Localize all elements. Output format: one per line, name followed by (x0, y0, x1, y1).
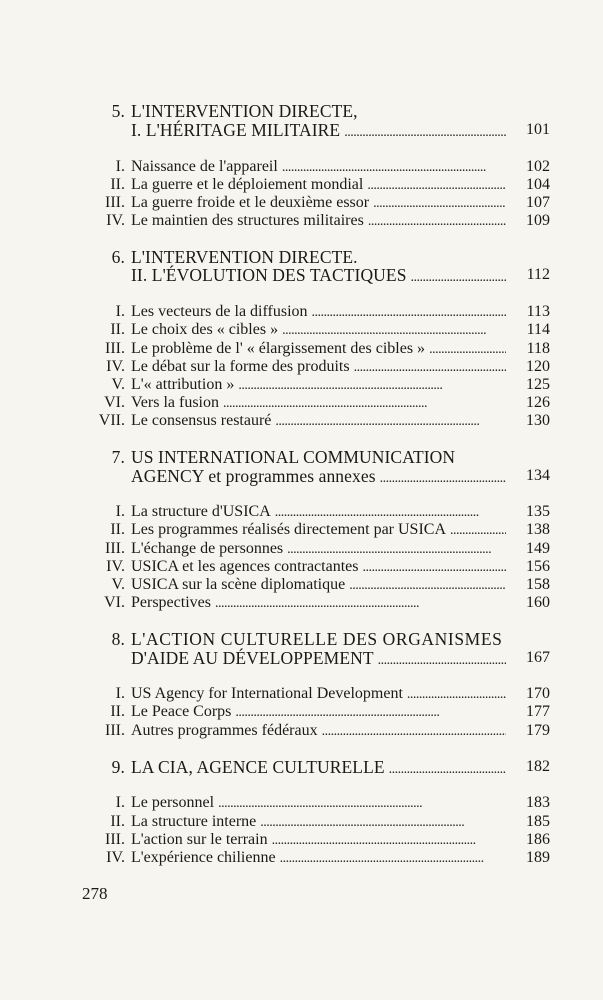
chapter-7-subheading (0, 466, 603, 486)
section-row (0, 302, 603, 322)
section-row (0, 520, 603, 540)
section-title: Le maintien des structures militaires . . . (131, 211, 506, 232)
section-row (0, 830, 603, 850)
section-page-number: 135 (526, 503, 550, 520)
section-number: III. (105, 194, 125, 211)
chapter-5-subheading (0, 120, 603, 140)
section-title: L'échange de personnes . . . (131, 539, 506, 560)
chapter-title-line2: I. L'HÉRITAGE MILITAIRE . . . (131, 120, 506, 143)
chapter-9-heading (0, 757, 603, 777)
chapter-title-line1: L'INTERVENTION DIRECTE. (131, 247, 358, 267)
section-number: II. (110, 321, 125, 338)
section-page-number: 185 (526, 813, 550, 830)
section-title: Autres programmes fédéraux . . . (131, 721, 506, 742)
section-page-number: 104 (526, 176, 550, 193)
section-number: II. (110, 521, 125, 538)
section-row (0, 320, 603, 340)
section-row (0, 339, 603, 359)
section-number: V. (111, 376, 125, 393)
section-title: Le consensus restauré . . . (131, 411, 506, 432)
section-page-number: 160 (526, 594, 550, 611)
chapter-number: 6. (111, 247, 125, 267)
section-title: Naissance de l'appareil . . . (131, 157, 506, 178)
section-title: L'expérience chilienne . . . (131, 848, 506, 869)
section-row (0, 393, 603, 413)
section-title: Les programmes réalisés directement par USICA . . . (131, 520, 506, 541)
section-row (0, 357, 603, 377)
section-number: II. (110, 813, 125, 830)
section-page-number: 114 (526, 321, 550, 338)
section-row (0, 375, 603, 395)
section-page-number: 102 (526, 158, 550, 175)
section-title: La structure interne . . . (131, 812, 506, 833)
section-number: IV. (106, 358, 125, 375)
chapter-title-line1: L'INTERVENTION DIRECTE, (131, 101, 358, 121)
chapter-number: 9. (111, 757, 125, 777)
chapter-8-heading (0, 629, 603, 649)
section-number: I. (115, 685, 125, 702)
section-row (0, 575, 603, 595)
chapter-title-line1: LA CIA, AGENCE CULTURELLE . . . (131, 757, 506, 780)
section-page-number: 183 (526, 794, 550, 811)
section-row (0, 175, 603, 195)
chapter-title-line1: L'ACTION CULTURELLE DES ORGANISMES (131, 629, 503, 649)
section-page-number: 109 (526, 212, 550, 229)
section-number: VII. (98, 412, 125, 429)
section-title: Perspectives . . . (131, 593, 506, 614)
chapter-page-number: 112 (526, 266, 550, 283)
section-title: Le débat sur la forme des produits . . . (131, 357, 506, 378)
section-number: III. (105, 722, 125, 739)
chapter-title-line2: II. L'ÉVOLUTION DES TACTIQUES . . . (131, 265, 506, 288)
section-page-number: 170 (526, 685, 550, 702)
section-number: I. (115, 794, 125, 811)
section-page-number: 179 (526, 722, 550, 739)
section-page-number: 158 (526, 576, 550, 593)
section-row (0, 557, 603, 577)
section-number: I. (115, 303, 125, 320)
chapter-5-heading (0, 101, 603, 121)
chapter-number: 5. (111, 101, 125, 121)
section-row (0, 411, 603, 431)
section-number: II. (110, 703, 125, 720)
section-title: USICA et les agences contractantes . . . (131, 557, 506, 578)
section-row (0, 502, 603, 522)
section-row (0, 721, 603, 741)
section-number: IV. (106, 212, 125, 229)
section-number: III. (105, 340, 125, 357)
section-title: La guerre froide et le deuxième essor . . . (131, 193, 506, 214)
section-page-number: 189 (526, 849, 550, 866)
chapter-6-heading (0, 247, 603, 267)
chapter-page-number: 167 (526, 649, 550, 666)
section-row (0, 684, 603, 704)
chapter-title-line2: D'AIDE AU DÉVELOPPEMENT . . . (131, 648, 506, 671)
section-number: IV. (106, 558, 125, 575)
chapter-number: 7. (111, 447, 125, 467)
section-title: L'action sur le terrain . . . (131, 830, 506, 851)
section-title: Le personnel . . . (131, 793, 506, 814)
section-page-number: 186 (526, 831, 550, 848)
section-row (0, 593, 603, 613)
section-page-number: 113 (526, 303, 550, 320)
section-title: Le choix des « cibles » . . . (131, 320, 506, 341)
section-page-number: 149 (526, 540, 550, 557)
section-title: Vers la fusion . . . (131, 393, 506, 414)
section-page-number: 138 (526, 521, 550, 538)
section-row (0, 193, 603, 213)
chapter-page-number: 182 (526, 758, 550, 775)
section-number: III. (105, 831, 125, 848)
section-number: III. (105, 540, 125, 557)
section-page-number: 156 (526, 558, 550, 575)
section-number: IV. (106, 849, 125, 866)
section-row (0, 812, 603, 832)
section-title: La guerre et le déploiement mondial . . . (131, 175, 506, 196)
section-number: VI. (104, 594, 125, 611)
section-page-number: 120 (526, 358, 550, 375)
section-number: V. (111, 576, 125, 593)
section-title: Le problème de l' « élargissement des cibles » . . . (131, 339, 506, 360)
page-number: 278 (82, 884, 108, 903)
section-page-number: 118 (526, 340, 550, 357)
section-page-number: 177 (526, 703, 550, 720)
section-page-number: 126 (526, 394, 550, 411)
section-title: USICA sur la scène diplomatique . . . (131, 575, 506, 596)
chapter-title-line1: US INTERNATIONAL COMMUNICATION (131, 447, 456, 467)
section-number: VI. (104, 394, 125, 411)
chapter-8-subheading (0, 648, 603, 668)
section-row (0, 211, 603, 231)
section-page-number: 130 (526, 412, 550, 429)
chapter-page-number: 101 (526, 121, 550, 138)
section-number: II. (110, 176, 125, 193)
section-row (0, 539, 603, 559)
section-page-number: 125 (526, 376, 550, 393)
section-title: La structure d'USICA . . . (131, 502, 506, 523)
section-number: I. (115, 158, 125, 175)
chapter-6-subheading (0, 265, 603, 285)
chapter-title-line2: AGENCY et programmes annexes . . . (131, 466, 506, 489)
section-number: I. (115, 503, 125, 520)
section-row (0, 702, 603, 722)
section-title: Les vecteurs de la diffusion . . . (131, 302, 506, 323)
section-row (0, 793, 603, 813)
chapter-page-number: 134 (526, 467, 550, 484)
section-page-number: 107 (526, 194, 550, 211)
chapter-number: 8. (111, 629, 125, 649)
section-title: Le Peace Corps . . . (131, 702, 506, 723)
section-row (0, 157, 603, 177)
section-title: US Agency for International Development . . . (131, 684, 506, 705)
section-title: L'« attribution » . . . (131, 375, 506, 396)
chapter-7-heading (0, 447, 603, 467)
section-row (0, 848, 603, 868)
